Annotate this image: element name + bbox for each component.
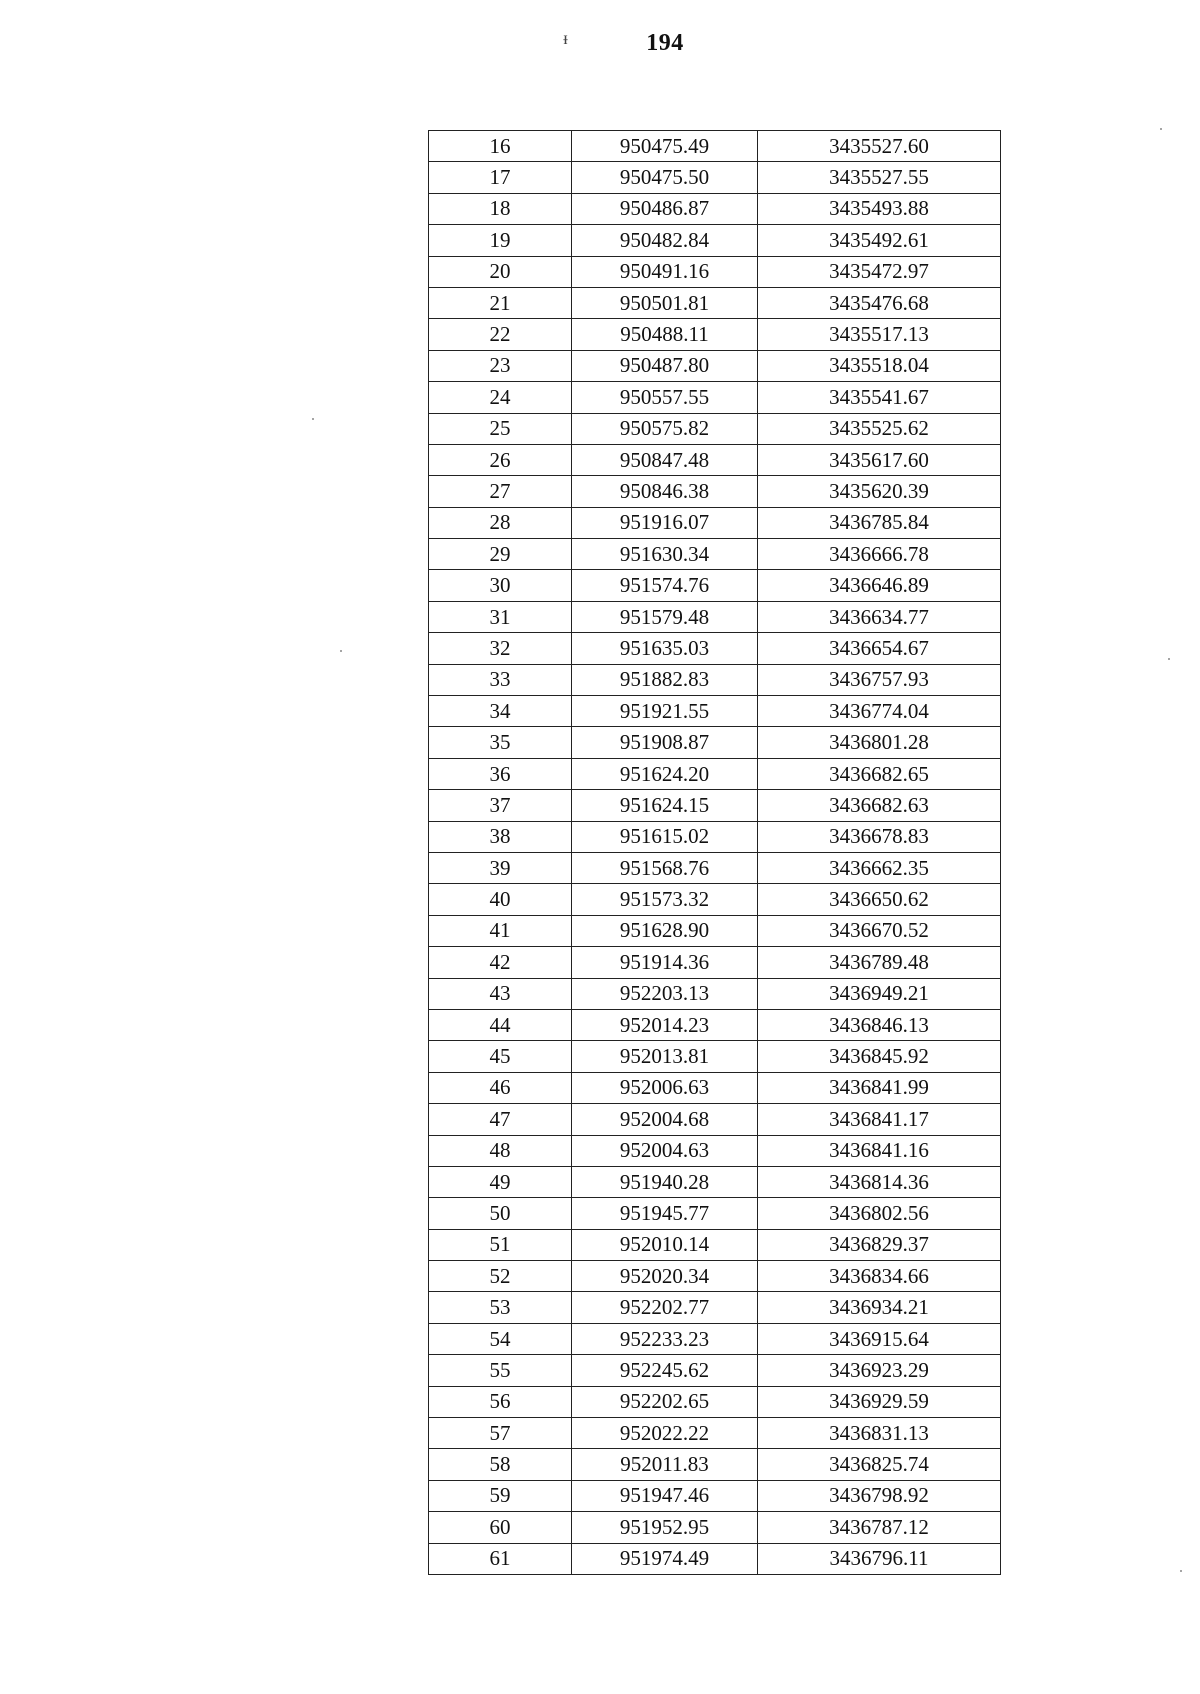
x-coordinate-cell: 951624.15 (572, 790, 758, 821)
table-row (429, 225, 1001, 256)
table-row (429, 1355, 1001, 1386)
table-row (429, 1292, 1001, 1323)
point-number-cell: 54 (429, 1323, 572, 1354)
x-coordinate-cell: 951574.76 (572, 570, 758, 601)
y-coordinate-cell: 3435517.13 (758, 319, 1001, 350)
point-number-cell: 49 (429, 1166, 572, 1197)
y-coordinate-cell: 3435472.97 (758, 256, 1001, 287)
point-number-cell: 47 (429, 1104, 572, 1135)
point-number-cell: 37 (429, 790, 572, 821)
y-coordinate-cell: 3435493.88 (758, 193, 1001, 224)
y-coordinate-cell: 3436774.04 (758, 696, 1001, 727)
x-coordinate-cell: 951624.20 (572, 758, 758, 789)
point-number-cell: 21 (429, 287, 572, 318)
x-coordinate-cell: 952245.62 (572, 1355, 758, 1386)
table-row (429, 758, 1001, 789)
y-coordinate-cell: 3436814.36 (758, 1166, 1001, 1197)
point-number-cell: 23 (429, 350, 572, 381)
x-coordinate-cell: 951615.02 (572, 821, 758, 852)
y-coordinate-cell: 3436831.13 (758, 1418, 1001, 1449)
table-row (429, 1418, 1001, 1449)
table-row (429, 287, 1001, 318)
point-number-cell: 17 (429, 162, 572, 193)
point-number-cell: 53 (429, 1292, 572, 1323)
coordinates-table (428, 130, 1001, 1575)
point-number-cell: 19 (429, 225, 572, 256)
point-number-cell: 45 (429, 1041, 572, 1072)
x-coordinate-cell: 950488.11 (572, 319, 758, 350)
x-coordinate-cell: 952022.22 (572, 1418, 758, 1449)
x-coordinate-cell: 951947.46 (572, 1480, 758, 1511)
point-number-cell: 52 (429, 1261, 572, 1292)
point-number-cell: 32 (429, 633, 572, 664)
point-number-cell: 25 (429, 413, 572, 444)
table-row (429, 1543, 1001, 1574)
x-coordinate-cell: 952202.77 (572, 1292, 758, 1323)
y-coordinate-cell: 3435620.39 (758, 476, 1001, 507)
y-coordinate-cell: 3436796.11 (758, 1543, 1001, 1574)
y-coordinate-cell: 3436802.56 (758, 1198, 1001, 1229)
x-coordinate-cell: 952203.13 (572, 978, 758, 1009)
y-coordinate-cell: 3435518.04 (758, 350, 1001, 381)
table-row (429, 1323, 1001, 1354)
y-coordinate-cell: 3435527.55 (758, 162, 1001, 193)
x-coordinate-cell: 952020.34 (572, 1261, 758, 1292)
point-number-cell: 39 (429, 852, 572, 883)
point-number-cell: 42 (429, 947, 572, 978)
scan-speck (1180, 1570, 1182, 1572)
y-coordinate-cell: 3436798.92 (758, 1480, 1001, 1511)
point-number-cell: 30 (429, 570, 572, 601)
table-row (429, 570, 1001, 601)
table-row (429, 884, 1001, 915)
x-coordinate-cell: 952004.68 (572, 1104, 758, 1135)
point-number-cell: 58 (429, 1449, 572, 1480)
table-row (429, 350, 1001, 381)
point-number-cell: 51 (429, 1229, 572, 1260)
y-coordinate-cell: 3436841.99 (758, 1072, 1001, 1103)
page-number: 194 (646, 30, 684, 56)
table-row (429, 947, 1001, 978)
y-coordinate-cell: 3436841.17 (758, 1104, 1001, 1135)
y-coordinate-cell: 3436646.89 (758, 570, 1001, 601)
y-coordinate-cell: 3436846.13 (758, 1009, 1001, 1040)
table-row (429, 193, 1001, 224)
y-coordinate-cell: 3436787.12 (758, 1512, 1001, 1543)
y-coordinate-cell: 3436923.29 (758, 1355, 1001, 1386)
point-number-cell: 26 (429, 444, 572, 475)
y-coordinate-cell: 3436929.59 (758, 1386, 1001, 1417)
scan-speck (312, 418, 314, 420)
y-coordinate-cell: 3436785.84 (758, 507, 1001, 538)
x-coordinate-cell: 950501.81 (572, 287, 758, 318)
y-coordinate-cell: 3435476.68 (758, 287, 1001, 318)
y-coordinate-cell: 3436666.78 (758, 539, 1001, 570)
y-coordinate-cell: 3435527.60 (758, 131, 1001, 162)
x-coordinate-cell: 951921.55 (572, 696, 758, 727)
table-row (429, 821, 1001, 852)
point-number-cell: 34 (429, 696, 572, 727)
point-number-cell: 22 (429, 319, 572, 350)
point-number-cell: 33 (429, 664, 572, 695)
table-row (429, 978, 1001, 1009)
y-coordinate-cell: 3435541.67 (758, 382, 1001, 413)
y-coordinate-cell: 3436801.28 (758, 727, 1001, 758)
y-coordinate-cell: 3436949.21 (758, 978, 1001, 1009)
point-number-cell: 57 (429, 1418, 572, 1449)
x-coordinate-cell: 952010.14 (572, 1229, 758, 1260)
table-row (429, 1229, 1001, 1260)
y-coordinate-cell: 3436662.35 (758, 852, 1001, 883)
x-coordinate-cell: 952006.63 (572, 1072, 758, 1103)
table-row (429, 507, 1001, 538)
x-coordinate-cell: 951628.90 (572, 915, 758, 946)
table-row (429, 633, 1001, 664)
y-coordinate-cell: 3436654.67 (758, 633, 1001, 664)
scan-mark: ᵻ (563, 28, 569, 48)
y-coordinate-cell: 3436829.37 (758, 1229, 1001, 1260)
table-row (429, 1480, 1001, 1511)
table-row (429, 696, 1001, 727)
point-number-cell: 28 (429, 507, 572, 538)
x-coordinate-cell: 951940.28 (572, 1166, 758, 1197)
x-coordinate-cell: 952014.23 (572, 1009, 758, 1040)
x-coordinate-cell: 950575.82 (572, 413, 758, 444)
point-number-cell: 59 (429, 1480, 572, 1511)
table-row (429, 727, 1001, 758)
point-number-cell: 56 (429, 1386, 572, 1417)
point-number-cell: 50 (429, 1198, 572, 1229)
point-number-cell: 44 (429, 1009, 572, 1040)
point-number-cell: 16 (429, 131, 572, 162)
y-coordinate-cell: 3436934.21 (758, 1292, 1001, 1323)
table-row (429, 256, 1001, 287)
y-coordinate-cell: 3436650.62 (758, 884, 1001, 915)
point-number-cell: 43 (429, 978, 572, 1009)
scan-speck (1160, 128, 1162, 130)
table-row (429, 1512, 1001, 1543)
table-row (429, 476, 1001, 507)
table-row (429, 1104, 1001, 1135)
table-row (429, 664, 1001, 695)
x-coordinate-cell: 951916.07 (572, 507, 758, 538)
table-row (429, 1449, 1001, 1480)
x-coordinate-cell: 951882.83 (572, 664, 758, 695)
point-number-cell: 46 (429, 1072, 572, 1103)
point-number-cell: 27 (429, 476, 572, 507)
scan-speck (340, 650, 342, 652)
table-row (429, 852, 1001, 883)
y-coordinate-cell: 3436789.48 (758, 947, 1001, 978)
table-row (429, 382, 1001, 413)
x-coordinate-cell: 952013.81 (572, 1041, 758, 1072)
x-coordinate-cell: 950475.49 (572, 131, 758, 162)
x-coordinate-cell: 952011.83 (572, 1449, 758, 1480)
x-coordinate-cell: 950486.87 (572, 193, 758, 224)
x-coordinate-cell: 951635.03 (572, 633, 758, 664)
y-coordinate-cell: 3436915.64 (758, 1323, 1001, 1354)
point-number-cell: 48 (429, 1135, 572, 1166)
table-row (429, 1198, 1001, 1229)
y-coordinate-cell: 3436757.93 (758, 664, 1001, 695)
point-number-cell: 36 (429, 758, 572, 789)
table-row (429, 1166, 1001, 1197)
table-row (429, 1041, 1001, 1072)
table-row (429, 601, 1001, 632)
point-number-cell: 29 (429, 539, 572, 570)
y-coordinate-cell: 3436825.74 (758, 1449, 1001, 1480)
y-coordinate-cell: 3435492.61 (758, 225, 1001, 256)
x-coordinate-cell: 950487.80 (572, 350, 758, 381)
x-coordinate-cell: 951630.34 (572, 539, 758, 570)
table-row (429, 1261, 1001, 1292)
table-row (429, 1135, 1001, 1166)
table-row (429, 539, 1001, 570)
x-coordinate-cell: 951945.77 (572, 1198, 758, 1229)
y-coordinate-cell: 3436678.83 (758, 821, 1001, 852)
coordinates-table-body (429, 131, 1001, 1575)
point-number-cell: 24 (429, 382, 572, 413)
table-row (429, 162, 1001, 193)
y-coordinate-cell: 3435525.62 (758, 413, 1001, 444)
table-row (429, 413, 1001, 444)
point-number-cell: 55 (429, 1355, 572, 1386)
y-coordinate-cell: 3436634.77 (758, 601, 1001, 632)
x-coordinate-cell: 952004.63 (572, 1135, 758, 1166)
y-coordinate-cell: 3435617.60 (758, 444, 1001, 475)
x-coordinate-cell: 951579.48 (572, 601, 758, 632)
x-coordinate-cell: 950847.48 (572, 444, 758, 475)
x-coordinate-cell: 950557.55 (572, 382, 758, 413)
table-row (429, 444, 1001, 475)
x-coordinate-cell: 950482.84 (572, 225, 758, 256)
y-coordinate-cell: 3436670.52 (758, 915, 1001, 946)
table-row (429, 1386, 1001, 1417)
x-coordinate-cell: 952202.65 (572, 1386, 758, 1417)
y-coordinate-cell: 3436682.63 (758, 790, 1001, 821)
table-row (429, 915, 1001, 946)
x-coordinate-cell: 951974.49 (572, 1543, 758, 1574)
x-coordinate-cell: 950491.16 (572, 256, 758, 287)
y-coordinate-cell: 3436841.16 (758, 1135, 1001, 1166)
x-coordinate-cell: 951952.95 (572, 1512, 758, 1543)
point-number-cell: 40 (429, 884, 572, 915)
table-row (429, 790, 1001, 821)
x-coordinate-cell: 950475.50 (572, 162, 758, 193)
point-number-cell: 20 (429, 256, 572, 287)
table-row (429, 131, 1001, 162)
point-number-cell: 61 (429, 1543, 572, 1574)
point-number-cell: 38 (429, 821, 572, 852)
table-row (429, 1009, 1001, 1040)
point-number-cell: 41 (429, 915, 572, 946)
y-coordinate-cell: 3436834.66 (758, 1261, 1001, 1292)
point-number-cell: 31 (429, 601, 572, 632)
x-coordinate-cell: 951573.32 (572, 884, 758, 915)
table-row (429, 319, 1001, 350)
x-coordinate-cell: 952233.23 (572, 1323, 758, 1354)
y-coordinate-cell: 3436845.92 (758, 1041, 1001, 1072)
x-coordinate-cell: 951908.87 (572, 727, 758, 758)
point-number-cell: 60 (429, 1512, 572, 1543)
x-coordinate-cell: 950846.38 (572, 476, 758, 507)
y-coordinate-cell: 3436682.65 (758, 758, 1001, 789)
point-number-cell: 18 (429, 193, 572, 224)
scan-speck (1168, 658, 1170, 660)
table-row (429, 1072, 1001, 1103)
x-coordinate-cell: 951914.36 (572, 947, 758, 978)
point-number-cell: 35 (429, 727, 572, 758)
x-coordinate-cell: 951568.76 (572, 852, 758, 883)
